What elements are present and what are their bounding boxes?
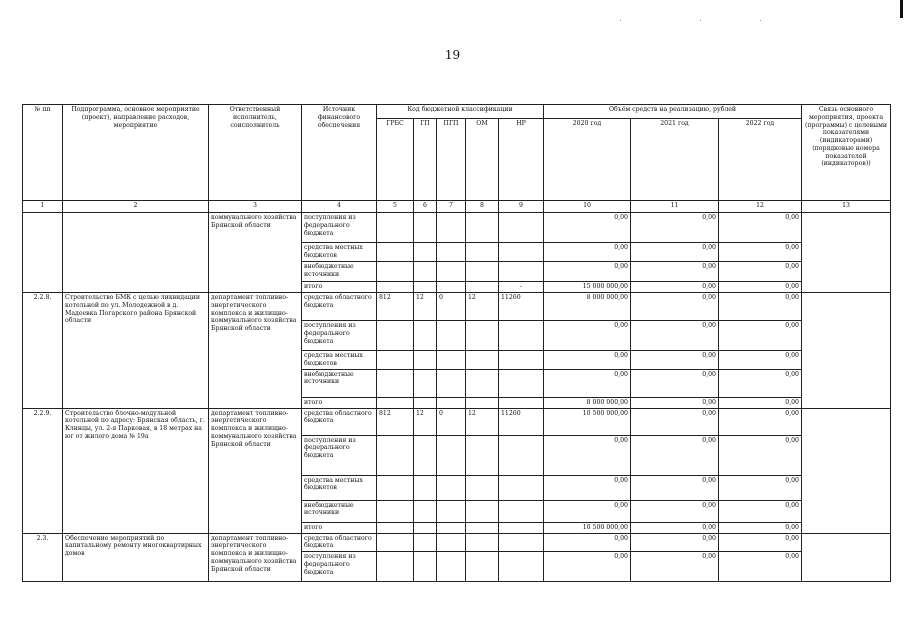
cell-2021: 0,00 — [631, 475, 719, 500]
cell-2022: 0,00 — [719, 321, 802, 351]
cell-2022: 0,00 — [719, 397, 802, 408]
scan-speck — [760, 20, 761, 21]
cell-2022: 0,00 — [719, 522, 802, 533]
cell-link — [802, 293, 891, 409]
header-budget-code: Код бюджетной классификации — [377, 105, 544, 119]
cell-2022: 0,00 — [719, 369, 802, 397]
header-pgp: ПГП — [437, 119, 466, 201]
cell-2020: 0,00 — [544, 435, 631, 475]
cell-link — [802, 408, 891, 533]
cell-source: итого — [302, 397, 377, 408]
col-number: 3 — [209, 201, 302, 213]
scan-speck — [620, 20, 621, 21]
col-number: 10 — [544, 201, 631, 213]
cell-link — [802, 533, 891, 582]
cell-responsible: департамент топливно-энергетического комплекса и жилищно-коммунального хозяйства Брянской области — [209, 293, 302, 409]
cell-source: итого — [302, 282, 377, 293]
cell-2020: 0,00 — [544, 262, 631, 282]
cell-2022: 0,00 — [719, 282, 802, 293]
cell-num: 2.2.9. — [23, 408, 63, 533]
cell-responsible: коммунального хозяйства Брянской области — [209, 213, 302, 293]
cell-2021: 0,00 — [631, 321, 719, 351]
table-row — [23, 533, 891, 552]
col-number: 5 — [377, 201, 414, 213]
cell-om: 12 — [466, 408, 499, 435]
cell-2020: 0,00 — [544, 533, 631, 552]
cell-2020: 0,00 — [544, 213, 631, 243]
header-2020: 2020 год — [544, 119, 631, 201]
header-nr: НР — [499, 119, 544, 201]
cell-2022: 0,00 — [719, 243, 802, 262]
cell-2020: 0,00 — [544, 351, 631, 370]
cell-pgp: 0 — [437, 408, 466, 435]
cell-2022: 0,00 — [719, 213, 802, 243]
cell-source: внебюджетные источники — [302, 262, 377, 282]
cell-gp: 12 — [414, 408, 437, 435]
cell-responsible: департамент топливно-энергетического комплекса и жилищно-коммунального хозяйства Брянской области — [209, 533, 302, 582]
cell-source: поступления из федерального бюджета — [302, 321, 377, 351]
cell-link — [802, 213, 891, 293]
col-number: 4 — [302, 201, 377, 213]
cell-2022: 0,00 — [719, 552, 802, 582]
cell-2020: 0,00 — [544, 552, 631, 582]
header-num: № пп — [23, 105, 63, 201]
cell-2022: 0,00 — [719, 475, 802, 500]
scan-speck — [700, 20, 701, 21]
cell-2021: 0,00 — [631, 500, 719, 522]
cell-2022: 0,00 — [719, 533, 802, 552]
cell-2021: 0,00 — [631, 408, 719, 435]
cell-source: поступления из федерального бюджета — [302, 213, 377, 243]
cell-2021: 0,00 — [631, 533, 719, 552]
cell-2021: 0,00 — [631, 397, 719, 408]
header-2022: 2022 год — [719, 119, 802, 201]
cell-2021: 0,00 — [631, 351, 719, 370]
cell-source: средства областного бюджета — [302, 408, 377, 435]
cell-num: 2.3. — [23, 533, 63, 582]
cell-2021: 0,00 — [631, 213, 719, 243]
cell-responsible: департамент топливно-энергетического комплекса и жилищно-коммунального хозяйства Брянской области — [209, 408, 302, 533]
cell-source: внебюджетные источники — [302, 500, 377, 522]
cell-grbs: 812 — [377, 408, 414, 435]
table-row — [23, 213, 891, 243]
cell-nr: - — [499, 282, 544, 293]
cell-2022: 0,00 — [719, 500, 802, 522]
cell-2022: 0,00 — [719, 262, 802, 282]
cell-source: средства местных бюджетов — [302, 243, 377, 262]
header-responsible: Ответственный исполнитель, соисполнитель — [209, 105, 302, 201]
cell-title: Строительство БМК с целью ликвидации котельной по ул. Молодежной в д. Мадеевка Погарского района Брянской области — [63, 293, 209, 409]
cell-2020: 0,00 — [544, 369, 631, 397]
col-number: 12 — [719, 201, 802, 213]
header-link: Связь основного мероприятия, проекта (программы) с целевыми показателями (индикаторами) (порядковые номера показателей (индикаторов)) — [802, 105, 891, 201]
cell-2020: 10 500 000,00 — [544, 522, 631, 533]
cell-2021: 0,00 — [631, 243, 719, 262]
cell-nr: 11260 — [499, 408, 544, 435]
cell-2020: 0,00 — [544, 243, 631, 262]
cell-2020: 15 000 000,00 — [544, 282, 631, 293]
cell-2021: 0,00 — [631, 522, 719, 533]
cell-grbs: 812 — [377, 293, 414, 321]
cell-2022: 0,00 — [719, 351, 802, 370]
cell-source: поступления из федерального бюджета — [302, 435, 377, 475]
cell-source: поступления из федерального бюджета — [302, 552, 377, 582]
header-volume: Объём средств на реализацию, рублей — [544, 105, 802, 119]
cell-2021: 0,00 — [631, 293, 719, 321]
col-number: 2 — [63, 201, 209, 213]
col-number: 9 — [499, 201, 544, 213]
col-number: 1 — [23, 201, 63, 213]
cell-2020: 8 000 000,00 — [544, 397, 631, 408]
cell-2022: 0,00 — [719, 408, 802, 435]
cell-num — [23, 213, 63, 293]
col-number: 8 — [466, 201, 499, 213]
page-number: 19 — [444, 48, 461, 62]
cell-source: средства областного бюджета — [302, 293, 377, 321]
cell-2020: 8 000 000,00 — [544, 293, 631, 321]
header-gp: ГП — [414, 119, 437, 201]
cell-2021: 0,00 — [631, 435, 719, 475]
cell-nr: 11260 — [499, 293, 544, 321]
cell-source: итого — [302, 522, 377, 533]
budget-table — [22, 104, 891, 582]
col-number: 13 — [802, 201, 891, 213]
cell-2022: 0,00 — [719, 435, 802, 475]
header-grbs: ГРБС — [377, 119, 414, 201]
cell-title: Строительство блочно-модульной котельной по адресу: Брянская область, г. Клинцы, ул. 2-я Парковая, в 18 метрах на юг от жилого дома № 19а — [63, 408, 209, 533]
header-2021: 2021 год — [631, 119, 719, 201]
col-number: 6 — [414, 201, 437, 213]
cell-om: 12 — [466, 293, 499, 321]
cell-title — [63, 213, 209, 293]
cell-2021: 0,00 — [631, 369, 719, 397]
cell-gp: 12 — [414, 293, 437, 321]
cell-2022: 0,00 — [719, 293, 802, 321]
header-om: ОМ — [466, 119, 499, 201]
column-number-row — [23, 201, 891, 213]
cell-2020: 0,00 — [544, 500, 631, 522]
cell-2021: 0,00 — [631, 282, 719, 293]
table-row — [23, 293, 891, 321]
cell-source: внебюджетные источники — [302, 369, 377, 397]
col-number: 7 — [437, 201, 466, 213]
cell-source: средства местных бюджетов — [302, 351, 377, 370]
col-number: 11 — [631, 201, 719, 213]
cell-num: 2.2.8. — [23, 293, 63, 409]
cell-2021: 0,00 — [631, 262, 719, 282]
cell-2020: 10 500 000,00 — [544, 408, 631, 435]
header-source: Источник финансового обеспечения — [302, 105, 377, 201]
cell-2020: 0,00 — [544, 475, 631, 500]
scan-edge-mark — [900, 0, 903, 18]
table-row — [23, 408, 891, 435]
cell-source: средства областного бюджета — [302, 533, 377, 552]
cell-2021: 0,00 — [631, 552, 719, 582]
cell-title: Обеспечение мероприятий по капитальному ремонту многоквартирных домов — [63, 533, 209, 582]
cell-source: средства местных бюджетов — [302, 475, 377, 500]
cell-2020: 0,00 — [544, 321, 631, 351]
header-subprogram: Подпрограмма, основное мероприятие (проект), направление расходов, мероприятие — [63, 105, 209, 201]
cell-pgp: 0 — [437, 293, 466, 321]
